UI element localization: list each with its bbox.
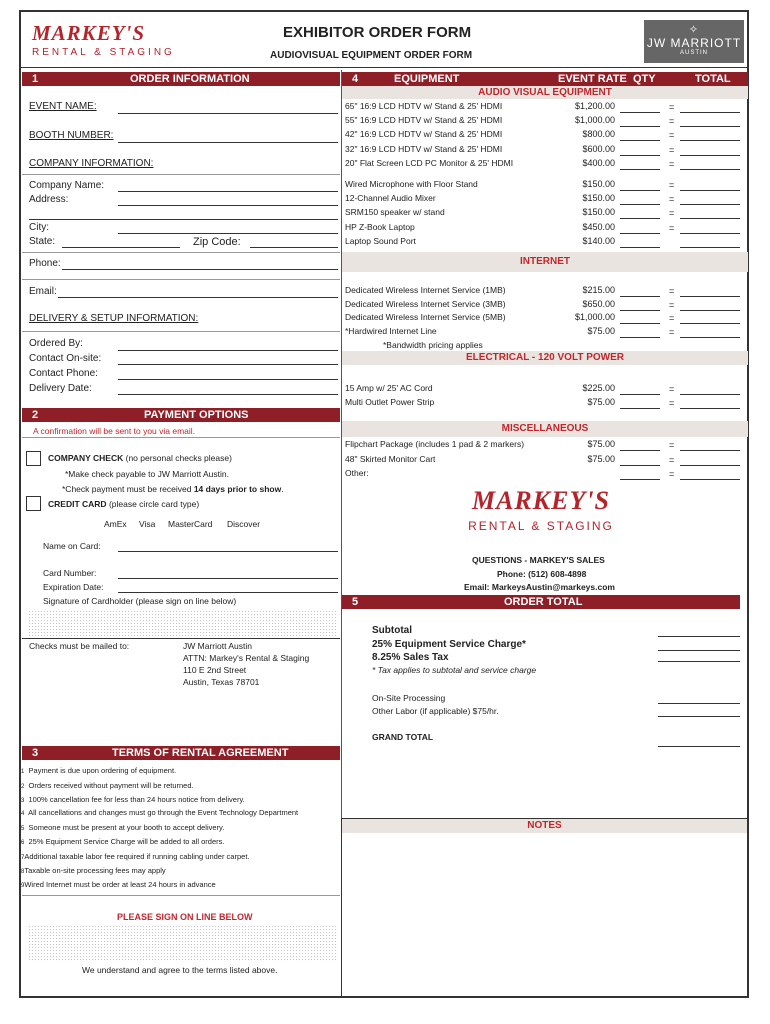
divider xyxy=(22,895,340,896)
term-number: 6 xyxy=(21,840,25,846)
divider xyxy=(22,437,340,438)
item-name: Dedicated Wireless Internet Service (3MB) xyxy=(345,298,506,309)
amex-option[interactable]: AmEx xyxy=(104,519,127,529)
questions-label: QUESTIONS - MARKEY'S SALES xyxy=(472,555,605,565)
mailing-address-line: Austin, Texas 78701 xyxy=(183,677,260,687)
item-rate: $450.00 xyxy=(582,221,615,232)
qty-field[interactable] xyxy=(620,218,660,219)
delivery-label: DELIVERY & SETUP INFORMATION: xyxy=(29,313,199,324)
visa-option[interactable]: Visa xyxy=(139,519,156,529)
company-info-label: COMPANY INFORMATION: xyxy=(29,158,154,169)
sales-phone: Phone: (512) 608-4898 xyxy=(497,569,587,579)
jw-mark-icon: ✧ xyxy=(688,24,700,36)
bandwidth-note: *Bandwidth pricing applies xyxy=(383,340,483,350)
item-rate: $1,000.00 xyxy=(574,115,615,126)
total-header: TOTAL xyxy=(695,73,731,85)
sales-email[interactable]: Email: MarkeysAustin@markeys.com xyxy=(464,582,615,592)
qty-field[interactable] xyxy=(620,112,660,113)
item-rate: $150.00 xyxy=(582,179,615,189)
contact-phone-field[interactable] xyxy=(118,379,338,380)
received-note: *Check payment must be received xyxy=(62,484,194,494)
term-text: 100% cancellation fee for less than 24 hours notice from delivery. xyxy=(28,795,245,804)
city-field[interactable] xyxy=(118,233,338,234)
section-number: 5 xyxy=(352,596,359,608)
grand-total-label: GRAND TOTAL xyxy=(372,732,434,742)
section-title: TERMS OF RENTAL AGREEMENT xyxy=(112,747,289,759)
name-on-card-label: Name on Card: xyxy=(43,541,101,551)
phone-field[interactable] xyxy=(62,269,338,270)
expiration-label: Expiration Date: xyxy=(43,582,104,592)
term-item xyxy=(21,781,194,790)
equals-sign: = xyxy=(669,384,675,394)
booth-number-field[interactable] xyxy=(118,142,338,143)
rate-header: EVENT RATE xyxy=(558,73,627,85)
markeys-logo xyxy=(456,488,626,533)
term-text: Taxable on-site processing fees may apply xyxy=(24,866,166,875)
item-name: HP Z-Book Laptop xyxy=(345,221,415,232)
total-field[interactable] xyxy=(680,394,740,395)
qty-field[interactable] xyxy=(620,247,660,248)
divider xyxy=(22,174,340,175)
mailing-address-line: ATTN: Markey's Rental & Staging xyxy=(183,653,310,663)
equals-sign: = xyxy=(669,180,675,190)
qty-field[interactable] xyxy=(620,233,660,234)
equals-sign: = xyxy=(669,440,675,450)
qty-field[interactable] xyxy=(620,323,660,324)
state-field[interactable] xyxy=(62,247,180,248)
equals-sign: = xyxy=(669,313,675,324)
received-note-bold: 14 days prior to show xyxy=(193,484,282,494)
qty-field[interactable] xyxy=(620,140,660,141)
equals-sign: = xyxy=(669,454,675,465)
equals-sign: = xyxy=(669,469,675,480)
card-number-field[interactable] xyxy=(118,578,338,579)
mailed-to-label: Checks must be mailed to: xyxy=(29,641,130,651)
mailing-address-line: JW Marriott Austin xyxy=(183,641,252,651)
page-subtitle: AUDIOVISUAL EQUIPMENT ORDER FORM xyxy=(270,50,473,61)
service-charge-field[interactable] xyxy=(658,650,740,651)
term-number: 5 xyxy=(21,826,25,832)
term-number: 7 xyxy=(21,855,25,861)
item-name: 15 Amp w/ 25' AC Cord xyxy=(345,383,433,393)
item-name: 12-Channel Audio Mixer xyxy=(345,193,436,204)
qty-header: QTY xyxy=(633,73,656,85)
item-name: SRM150 speaker w/ stand xyxy=(345,207,445,218)
total-field[interactable] xyxy=(680,408,740,409)
item-name: Other: xyxy=(345,468,369,479)
equals-sign: = xyxy=(669,299,675,310)
received-note-end: . xyxy=(281,484,284,494)
equals-sign: = xyxy=(669,208,675,219)
signature-field[interactable] xyxy=(28,610,338,636)
total-field[interactable] xyxy=(680,155,740,156)
equals-sign: = xyxy=(669,286,675,296)
contact-phone-label: Contact Phone: xyxy=(29,368,98,379)
equals-sign: = xyxy=(669,102,675,112)
equals-sign: = xyxy=(669,130,675,141)
item-name: Dedicated Wireless Internet Service (1MB) xyxy=(345,285,506,295)
item-rate: $75.00 xyxy=(587,326,615,337)
header-divider xyxy=(20,67,748,68)
mastercard-option[interactable]: MasterCard xyxy=(168,519,213,529)
term-text: 25% Equipment Service Charge will be added to all orders. xyxy=(28,837,225,846)
total-field[interactable] xyxy=(680,247,740,248)
total-field[interactable] xyxy=(680,233,740,234)
address-field[interactable] xyxy=(118,205,338,206)
equals-sign: = xyxy=(669,158,675,169)
email-label: Email: xyxy=(29,286,57,297)
item-name: Multi Outlet Power Strip xyxy=(345,397,435,407)
hotel-city-text: AUSTIN xyxy=(679,50,708,56)
tax-note: * Tax applies to subtotal and service charge xyxy=(372,665,537,675)
credit-card-note: (please circle card type) xyxy=(108,499,200,509)
mailing-address-line: 110 E 2nd Street xyxy=(183,665,247,675)
total-field[interactable] xyxy=(680,169,740,170)
item-rate: $1,000.00 xyxy=(574,312,615,323)
divider xyxy=(22,638,340,639)
internet-section-title: INTERNET xyxy=(342,252,748,272)
total-field[interactable] xyxy=(680,190,740,191)
item-rate: $215.00 xyxy=(582,285,615,295)
zip-label: Zip Code: xyxy=(193,236,241,248)
term-text: All cancellations and changes must go through the Event Technology Department xyxy=(28,808,299,817)
notes-box[interactable] xyxy=(341,818,749,998)
total-field[interactable] xyxy=(680,112,740,113)
item-name: Dedicated Wireless Internet Service (5MB) xyxy=(345,312,506,323)
qty-field[interactable] xyxy=(620,126,660,127)
subtotal-label: Subtotal xyxy=(372,625,412,636)
term-text: Wired Internet must be order at least 24 hours in advance xyxy=(24,880,216,889)
qty-field[interactable] xyxy=(620,479,660,480)
term-number: 1 xyxy=(21,769,25,775)
electrical-section-title: ELECTRICAL - 120 VOLT POWER xyxy=(342,351,748,365)
onsite-processing-field[interactable] xyxy=(658,703,740,704)
item-name: 32" 16:9 LCD HDTV w/ Stand & 25' HDMI xyxy=(345,143,503,154)
equipment-bar xyxy=(342,72,748,86)
qty-field[interactable] xyxy=(620,169,660,170)
delivery-date-field[interactable] xyxy=(118,394,338,395)
page-title: EXHIBITOR ORDER FORM xyxy=(283,24,472,41)
item-rate: $400.00 xyxy=(582,157,615,168)
address-label: Address: xyxy=(29,194,69,205)
total-field[interactable] xyxy=(680,218,740,219)
ordered-by-field[interactable] xyxy=(118,350,338,351)
term-number: 2 xyxy=(21,784,25,790)
item-rate: $800.00 xyxy=(582,129,615,140)
city-label: City: xyxy=(29,222,49,233)
booth-number-label: BOOTH NUMBER: xyxy=(29,130,114,141)
av-section-title: AUDIO VISUAL EQUIPMENT xyxy=(342,86,748,99)
section-number: 3 xyxy=(32,747,39,759)
equals-sign: = xyxy=(669,144,675,155)
other-labor-field[interactable] xyxy=(658,716,740,717)
total-field[interactable] xyxy=(680,310,740,311)
onsite-processing-label: On-Site Processing xyxy=(372,693,446,703)
confirmation-note: A confirmation will be sent to you via email. xyxy=(33,426,196,436)
qty-field[interactable] xyxy=(620,408,660,409)
term-item xyxy=(21,866,166,875)
total-field[interactable] xyxy=(680,204,740,205)
logo-main-text: MARKEY'S xyxy=(32,21,146,45)
company-check-note: (no personal checks please) xyxy=(125,453,232,463)
total-field[interactable] xyxy=(680,140,740,141)
item-name: 48" Skirted Monitor Cart xyxy=(345,453,436,464)
name-on-card-field[interactable] xyxy=(118,551,338,552)
contact-onsite-field[interactable] xyxy=(118,364,338,365)
qty-field[interactable] xyxy=(620,296,660,297)
logo-sub-text: RENTAL & STAGING xyxy=(468,519,614,533)
total-field[interactable] xyxy=(680,296,740,297)
service-charge-label: 25% Equipment Service Charge* xyxy=(372,639,526,650)
term-item xyxy=(21,823,224,832)
credit-card-checkbox[interactable] xyxy=(26,496,41,511)
term-item xyxy=(21,808,298,817)
term-number: 9 xyxy=(21,883,25,889)
equals-sign: = xyxy=(669,327,675,338)
equals-sign: = xyxy=(669,222,675,233)
company-name-field[interactable] xyxy=(118,191,338,192)
term-number: 4 xyxy=(21,811,25,817)
subtotal-field[interactable] xyxy=(658,636,740,637)
other-labor-label: Other Labor (if applicable) $75/hr. xyxy=(372,706,499,716)
order-total-bar xyxy=(342,595,740,609)
term-number: 8 xyxy=(21,869,25,875)
term-item xyxy=(21,880,216,889)
total-field[interactable] xyxy=(680,337,740,338)
zip-field[interactable] xyxy=(250,247,338,248)
term-item xyxy=(21,837,224,846)
hotel-logo-text: JW MARRIOTT xyxy=(646,36,742,50)
qty-field[interactable] xyxy=(620,465,660,466)
item-rate: $600.00 xyxy=(582,143,615,154)
item-rate: $150.00 xyxy=(582,207,615,218)
item-name: 42" 16:9 LCD HDTV w/ Stand & 25' HDMI xyxy=(345,129,503,140)
term-item xyxy=(21,852,250,861)
qty-field[interactable] xyxy=(620,450,660,451)
term-number: 3 xyxy=(21,798,25,804)
order-info-bar xyxy=(22,72,340,86)
ordered-by-label: Ordered By: xyxy=(29,338,83,349)
qty-field[interactable] xyxy=(620,310,660,311)
contact-onsite-label: Contact On-site: xyxy=(29,353,102,364)
item-rate: $75.00 xyxy=(587,453,615,464)
item-rate: $140.00 xyxy=(582,235,615,246)
item-rate: $150.00 xyxy=(582,193,615,204)
total-field[interactable] xyxy=(680,479,740,480)
divider xyxy=(22,279,340,280)
section-title: PAYMENT OPTIONS xyxy=(144,409,249,421)
term-text: Orders received without payment will be returned. xyxy=(28,781,194,790)
discover-option[interactable]: Discover xyxy=(227,519,261,529)
qty-field[interactable] xyxy=(620,190,660,191)
item-rate: $75.00 xyxy=(587,439,615,449)
company-check-label: COMPANY CHECK xyxy=(48,453,124,463)
email-field[interactable] xyxy=(58,297,338,298)
equals-sign: = xyxy=(669,398,675,408)
section-title: ORDER TOTAL xyxy=(504,596,583,608)
agree-statement: We understand and agree to the terms listed above. xyxy=(82,965,278,975)
item-rate: $650.00 xyxy=(582,298,615,309)
qty-field[interactable] xyxy=(620,155,660,156)
section-number: 1 xyxy=(32,73,39,85)
grand-total-field[interactable] xyxy=(658,746,740,747)
section-title: ORDER INFORMATION xyxy=(130,73,250,85)
item-name: Flipchart Package (includes 1 pad & 2 markers) xyxy=(345,439,525,449)
total-field[interactable] xyxy=(680,465,740,466)
state-label: State: xyxy=(29,236,56,247)
total-field[interactable] xyxy=(680,450,740,451)
equipment-header: EQUIPMENT xyxy=(394,73,460,85)
qty-field[interactable] xyxy=(620,394,660,395)
terms-signature-field[interactable] xyxy=(28,925,338,961)
item-name: *Hardwired Internet Line xyxy=(345,326,437,337)
item-name: Wired Microphone with Floor Stand xyxy=(345,179,478,189)
address-field-2[interactable] xyxy=(29,219,338,220)
term-text: Additional taxable labor fee required if running cabling under carpet. xyxy=(24,852,250,861)
company-name-label: Company Name: xyxy=(29,180,105,191)
terms-bar xyxy=(22,746,340,760)
term-text: Someone must be present at your booth to accept delivery. xyxy=(28,823,225,832)
sign-below-note: PLEASE SIGN ON LINE BELOW xyxy=(117,912,253,922)
divider xyxy=(22,331,340,332)
credit-card-label: CREDIT CARD xyxy=(48,499,107,509)
card-number-label: Card Number: xyxy=(43,568,97,578)
term-item xyxy=(21,766,176,775)
total-field[interactable] xyxy=(680,126,740,127)
item-name: Laptop Sound Port xyxy=(345,235,416,246)
misc-section-title: MISCELLANEOUS xyxy=(342,421,748,437)
logo-main-text: MARKEY'S xyxy=(471,486,611,515)
sales-tax-label: 8.25% Sales Tax xyxy=(372,652,449,663)
delivery-date-label: Delivery Date: xyxy=(29,383,92,394)
event-name-field[interactable] xyxy=(118,113,338,114)
payment-bar xyxy=(22,408,340,422)
item-name: 55" 16:9 LCD HDTV w/ Stand & 25' HDMI xyxy=(345,115,503,126)
item-rate: $1,200.00 xyxy=(574,101,615,111)
equals-sign: = xyxy=(669,116,675,127)
divider xyxy=(22,252,340,253)
item-rate: $75.00 xyxy=(587,397,615,407)
event-name-label: EVENT NAME: xyxy=(29,101,97,112)
qty-field[interactable] xyxy=(620,337,660,338)
item-name: 20" Flat Screen LCD PC Monitor & 25' HDMI xyxy=(345,157,514,168)
notes-title: NOTES xyxy=(342,819,747,833)
jw-marriott-logo xyxy=(644,20,744,63)
term-item xyxy=(21,795,245,804)
logo-sub-text: RENTAL & STAGING xyxy=(32,47,175,58)
signature-label: Signature of Cardholder (please sign on line below) xyxy=(43,596,237,606)
total-field[interactable] xyxy=(680,323,740,324)
sales-tax-field[interactable] xyxy=(658,661,740,662)
item-name: 65" 16:9 LCD HDTV w/ Stand & 25' HDMI xyxy=(345,101,503,111)
item-rate: $225.00 xyxy=(582,383,615,393)
markeys-logo-top xyxy=(32,22,175,58)
company-check-checkbox[interactable] xyxy=(26,451,41,466)
section-number: 4 xyxy=(352,73,359,85)
term-text: Payment is due upon ordering of equipment. xyxy=(28,766,177,775)
payable-note: *Make check payable to JW Marriott Austin. xyxy=(65,469,229,479)
equals-sign: = xyxy=(669,194,675,205)
phone-label: Phone: xyxy=(29,258,61,269)
expiration-field[interactable] xyxy=(118,592,338,593)
section-number: 2 xyxy=(32,409,39,421)
qty-field[interactable] xyxy=(620,204,660,205)
